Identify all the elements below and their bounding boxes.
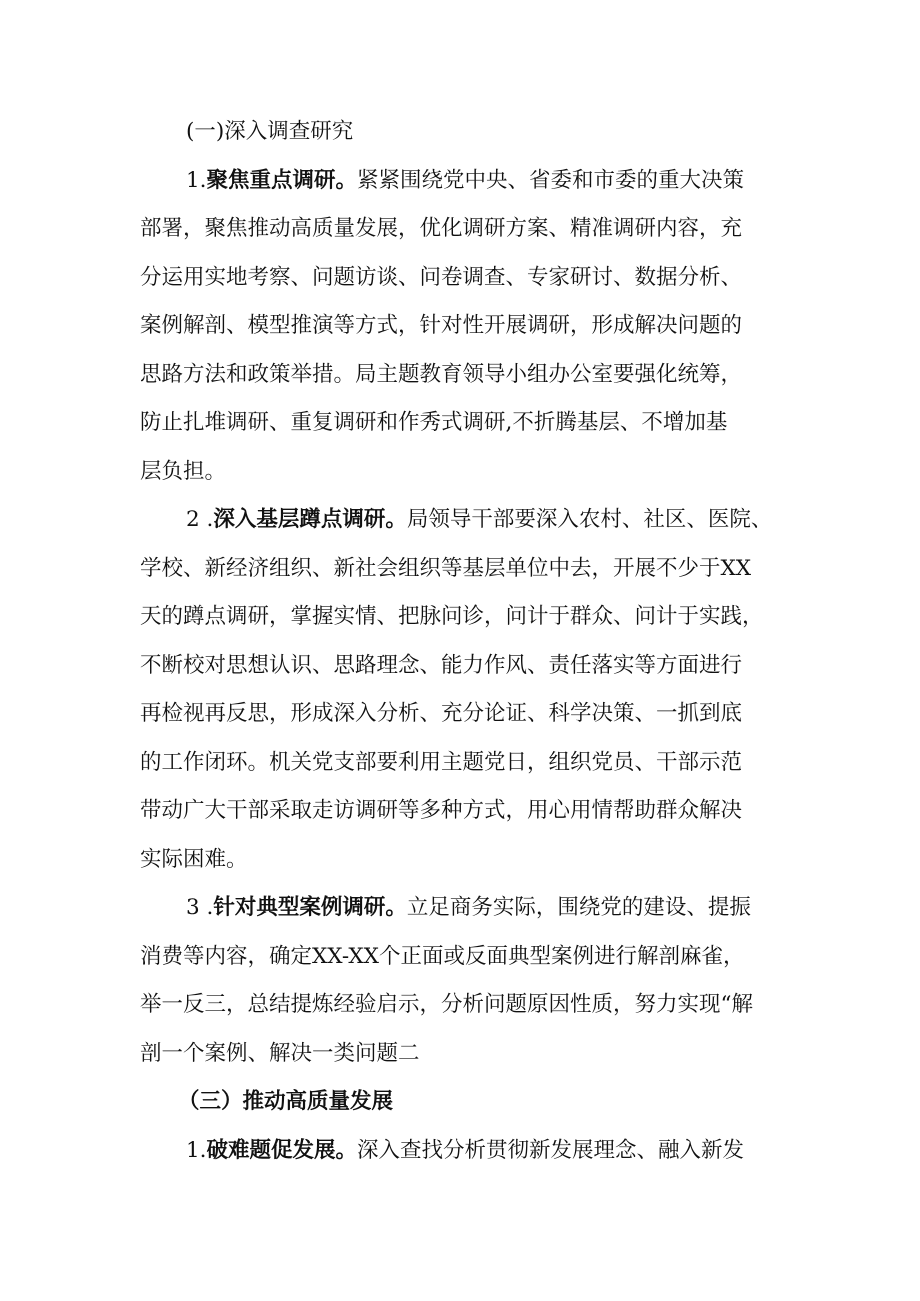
paragraph-first-line <box>140 1127 800 1176</box>
paragraph-line: 天的蹲点调研，掌握实情、把脉问诊，问计于群众、问计于实践， <box>140 604 764 629</box>
paragraph-item-1 <box>140 157 800 497</box>
paragraph-first-line <box>140 496 800 545</box>
paragraph-line: 带动广大干部采取走访调研等多种方式，用心用情帮助群众解决 <box>140 798 743 823</box>
paragraph-line: 部署，聚焦推动高质量发展，优化调研方案、精准调研内容，充 <box>140 216 743 241</box>
item-lead: 破难题促发展。 <box>206 1137 358 1163</box>
paragraph-line: 的工作闭环。机关党支部要利用主题党日，组织党员、干部示范 <box>140 749 743 775</box>
paragraph-line: 层负担。 <box>140 458 227 484</box>
paragraph-line: 学校、新经济组织、新社会组织等基层单位中去，开展不少于XX <box>140 555 752 581</box>
paragraph-line: 实际困难。 <box>140 846 248 872</box>
paragraph-text: 深入查找分析贯彻新发展理念、融入新发 <box>357 1137 745 1163</box>
section-heading-1: (一)深入调查研究 <box>186 119 354 144</box>
item-lead: 聚焦重点调研。 <box>206 167 358 193</box>
paragraph-item-4 <box>140 1127 800 1176</box>
document-page <box>140 108 800 1175</box>
item-number: 2 . <box>186 507 214 532</box>
paragraph-text: 立足商务实际，围绕党的建设、提振 <box>406 895 751 920</box>
paragraph-line: 防止扎堆调研、重复调研和作秀式调研,不折腾基层、不增加基 <box>140 410 728 435</box>
section-heading-3: （三）推动高质量发展 <box>178 1089 394 1114</box>
item-number: 1. <box>186 167 207 193</box>
item-lead: 深入基层蹲点调研。 <box>213 507 407 532</box>
paragraph-item-3 <box>140 884 800 1078</box>
paragraph-first-line <box>140 157 800 206</box>
paragraph-line: 分运用实地考察、问题访谈、问卷调查、专家研讨、数据分析、 <box>140 264 743 290</box>
item-number: 3 . <box>186 895 214 920</box>
paragraph-line: 消费等内容，确定XX-XX个正面或反面典型案例进行解剖麻雀， <box>140 943 745 969</box>
paragraph-line: 剖一个案例、解决一类问题二 <box>140 1040 420 1066</box>
paragraph-text: 紧紧围绕党中央、省委和市委的重大决策 <box>357 167 745 193</box>
paragraph-first-line <box>140 884 800 933</box>
item-number: 1. <box>186 1137 207 1163</box>
paragraph-line: 举一反三，总结提炼经验启示，分析问题原因性质，努力实现“解 <box>140 992 753 1017</box>
paragraph-item-2 <box>140 496 800 884</box>
paragraph-line: 案例解剖、模型推演等方式，针对性开展调研，形成解决问题的 <box>140 313 743 338</box>
item-lead: 针对典型案例调研。 <box>213 895 407 920</box>
paragraph-text: 局领导干部要深入农村、社区、医院、 <box>406 507 773 532</box>
paragraph-line: 思路方法和政策举措。局主题教育领导小组办公室要强化统筹， <box>140 361 743 387</box>
paragraph-line: 再检视再反思，形成深入分析、充分论证、科学决策、一抓到底 <box>140 701 743 726</box>
paragraph-line: 不断校对思想认识、思路理念、能力作风、责任落实等方面进行 <box>140 652 743 678</box>
